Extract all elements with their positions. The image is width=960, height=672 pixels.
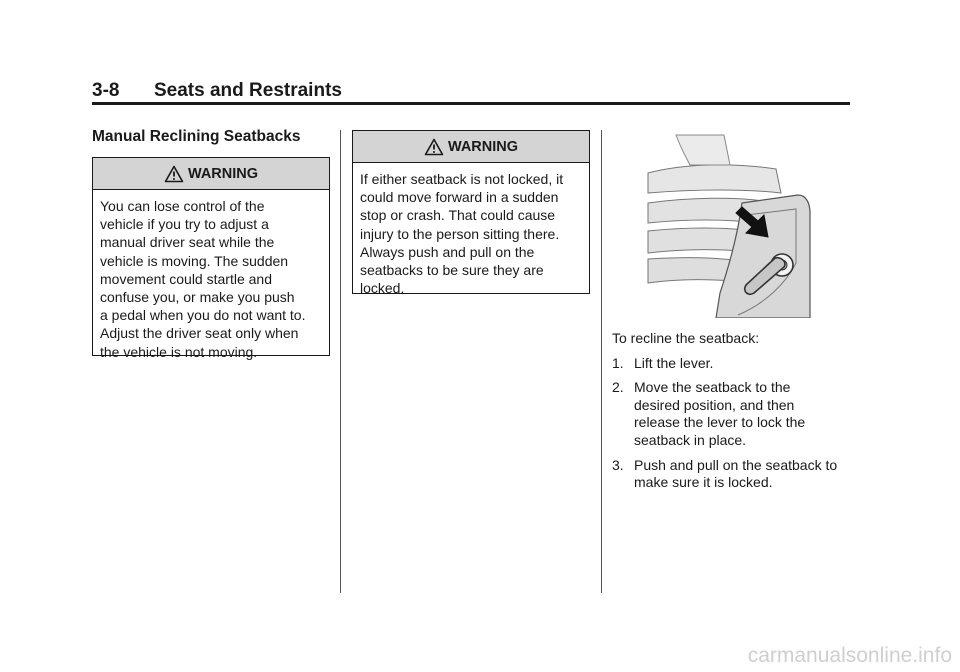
step-2 bbox=[612, 379, 857, 449]
warning-triangle-icon bbox=[424, 138, 444, 156]
step-line: seatback in place. bbox=[634, 431, 747, 448]
step-line: desired position, and then bbox=[634, 396, 795, 413]
step-3 bbox=[612, 457, 857, 492]
step-number: 1. bbox=[612, 354, 624, 371]
warning-line: Adjust the driver seat only when bbox=[100, 325, 299, 342]
step-line: Move the seatback to the bbox=[634, 379, 791, 396]
step-line: make sure it is locked. bbox=[634, 474, 773, 491]
header-rule bbox=[92, 102, 850, 105]
warning-text bbox=[93, 190, 329, 369]
watermark: carmanualsonline.info bbox=[747, 644, 952, 667]
warning-box-middle bbox=[352, 130, 590, 297]
step-number: 2. bbox=[612, 379, 624, 396]
warning-line: seatbacks to be sure they are bbox=[360, 262, 544, 279]
seat-recline-lever-illustration bbox=[646, 133, 811, 318]
warning-line: You can lose control of the bbox=[100, 198, 265, 214]
page-number: 3-8 bbox=[92, 80, 120, 101]
warning-text bbox=[353, 163, 589, 305]
warning-triangle-icon bbox=[164, 165, 184, 183]
section-title: Manual Reclining Seatbacks bbox=[92, 128, 301, 145]
warning-line: vehicle is moving. The sudden bbox=[100, 252, 289, 269]
warning-header bbox=[353, 131, 589, 163]
step-line: Push and pull on the seatback to bbox=[634, 456, 838, 473]
column-divider-left bbox=[340, 130, 341, 593]
column-divider-right bbox=[601, 130, 602, 593]
warning-header bbox=[93, 158, 329, 190]
warning-line: locked. bbox=[360, 280, 405, 297]
step-number: 3. bbox=[612, 456, 624, 473]
warning-line: a pedal when you do not want to. bbox=[100, 307, 306, 324]
step-line: Lift the lever. bbox=[634, 354, 714, 371]
step-line: release the lever to lock the bbox=[634, 414, 806, 431]
warning-label: WARNING bbox=[447, 138, 519, 155]
warning-line: If either seatback is not locked, it bbox=[360, 171, 564, 187]
warning-line: manual driver seat while the bbox=[100, 234, 275, 251]
warning-line: could move forward in a sudden bbox=[360, 189, 559, 206]
page-header bbox=[92, 80, 850, 102]
warning-line: movement could startle and bbox=[100, 270, 272, 287]
warning-line: injury to the person sitting there. bbox=[360, 225, 560, 242]
instructions-intro: To recline the seatback: bbox=[612, 330, 760, 346]
warning-line: vehicle if you try to adjust a bbox=[100, 216, 269, 233]
warning-line: Always push and pull on the bbox=[360, 243, 535, 260]
warning-label: WARNING bbox=[187, 165, 259, 182]
warning-line: stop or crash. That could cause bbox=[360, 207, 556, 224]
instructions bbox=[612, 330, 857, 499]
warning-box-left bbox=[92, 157, 330, 360]
section-name: Seats and Restraints bbox=[154, 80, 342, 101]
step-1 bbox=[612, 355, 857, 373]
warning-line: the vehicle is not moving. bbox=[100, 343, 258, 360]
warning-line: confuse you, or make you push bbox=[100, 289, 295, 306]
